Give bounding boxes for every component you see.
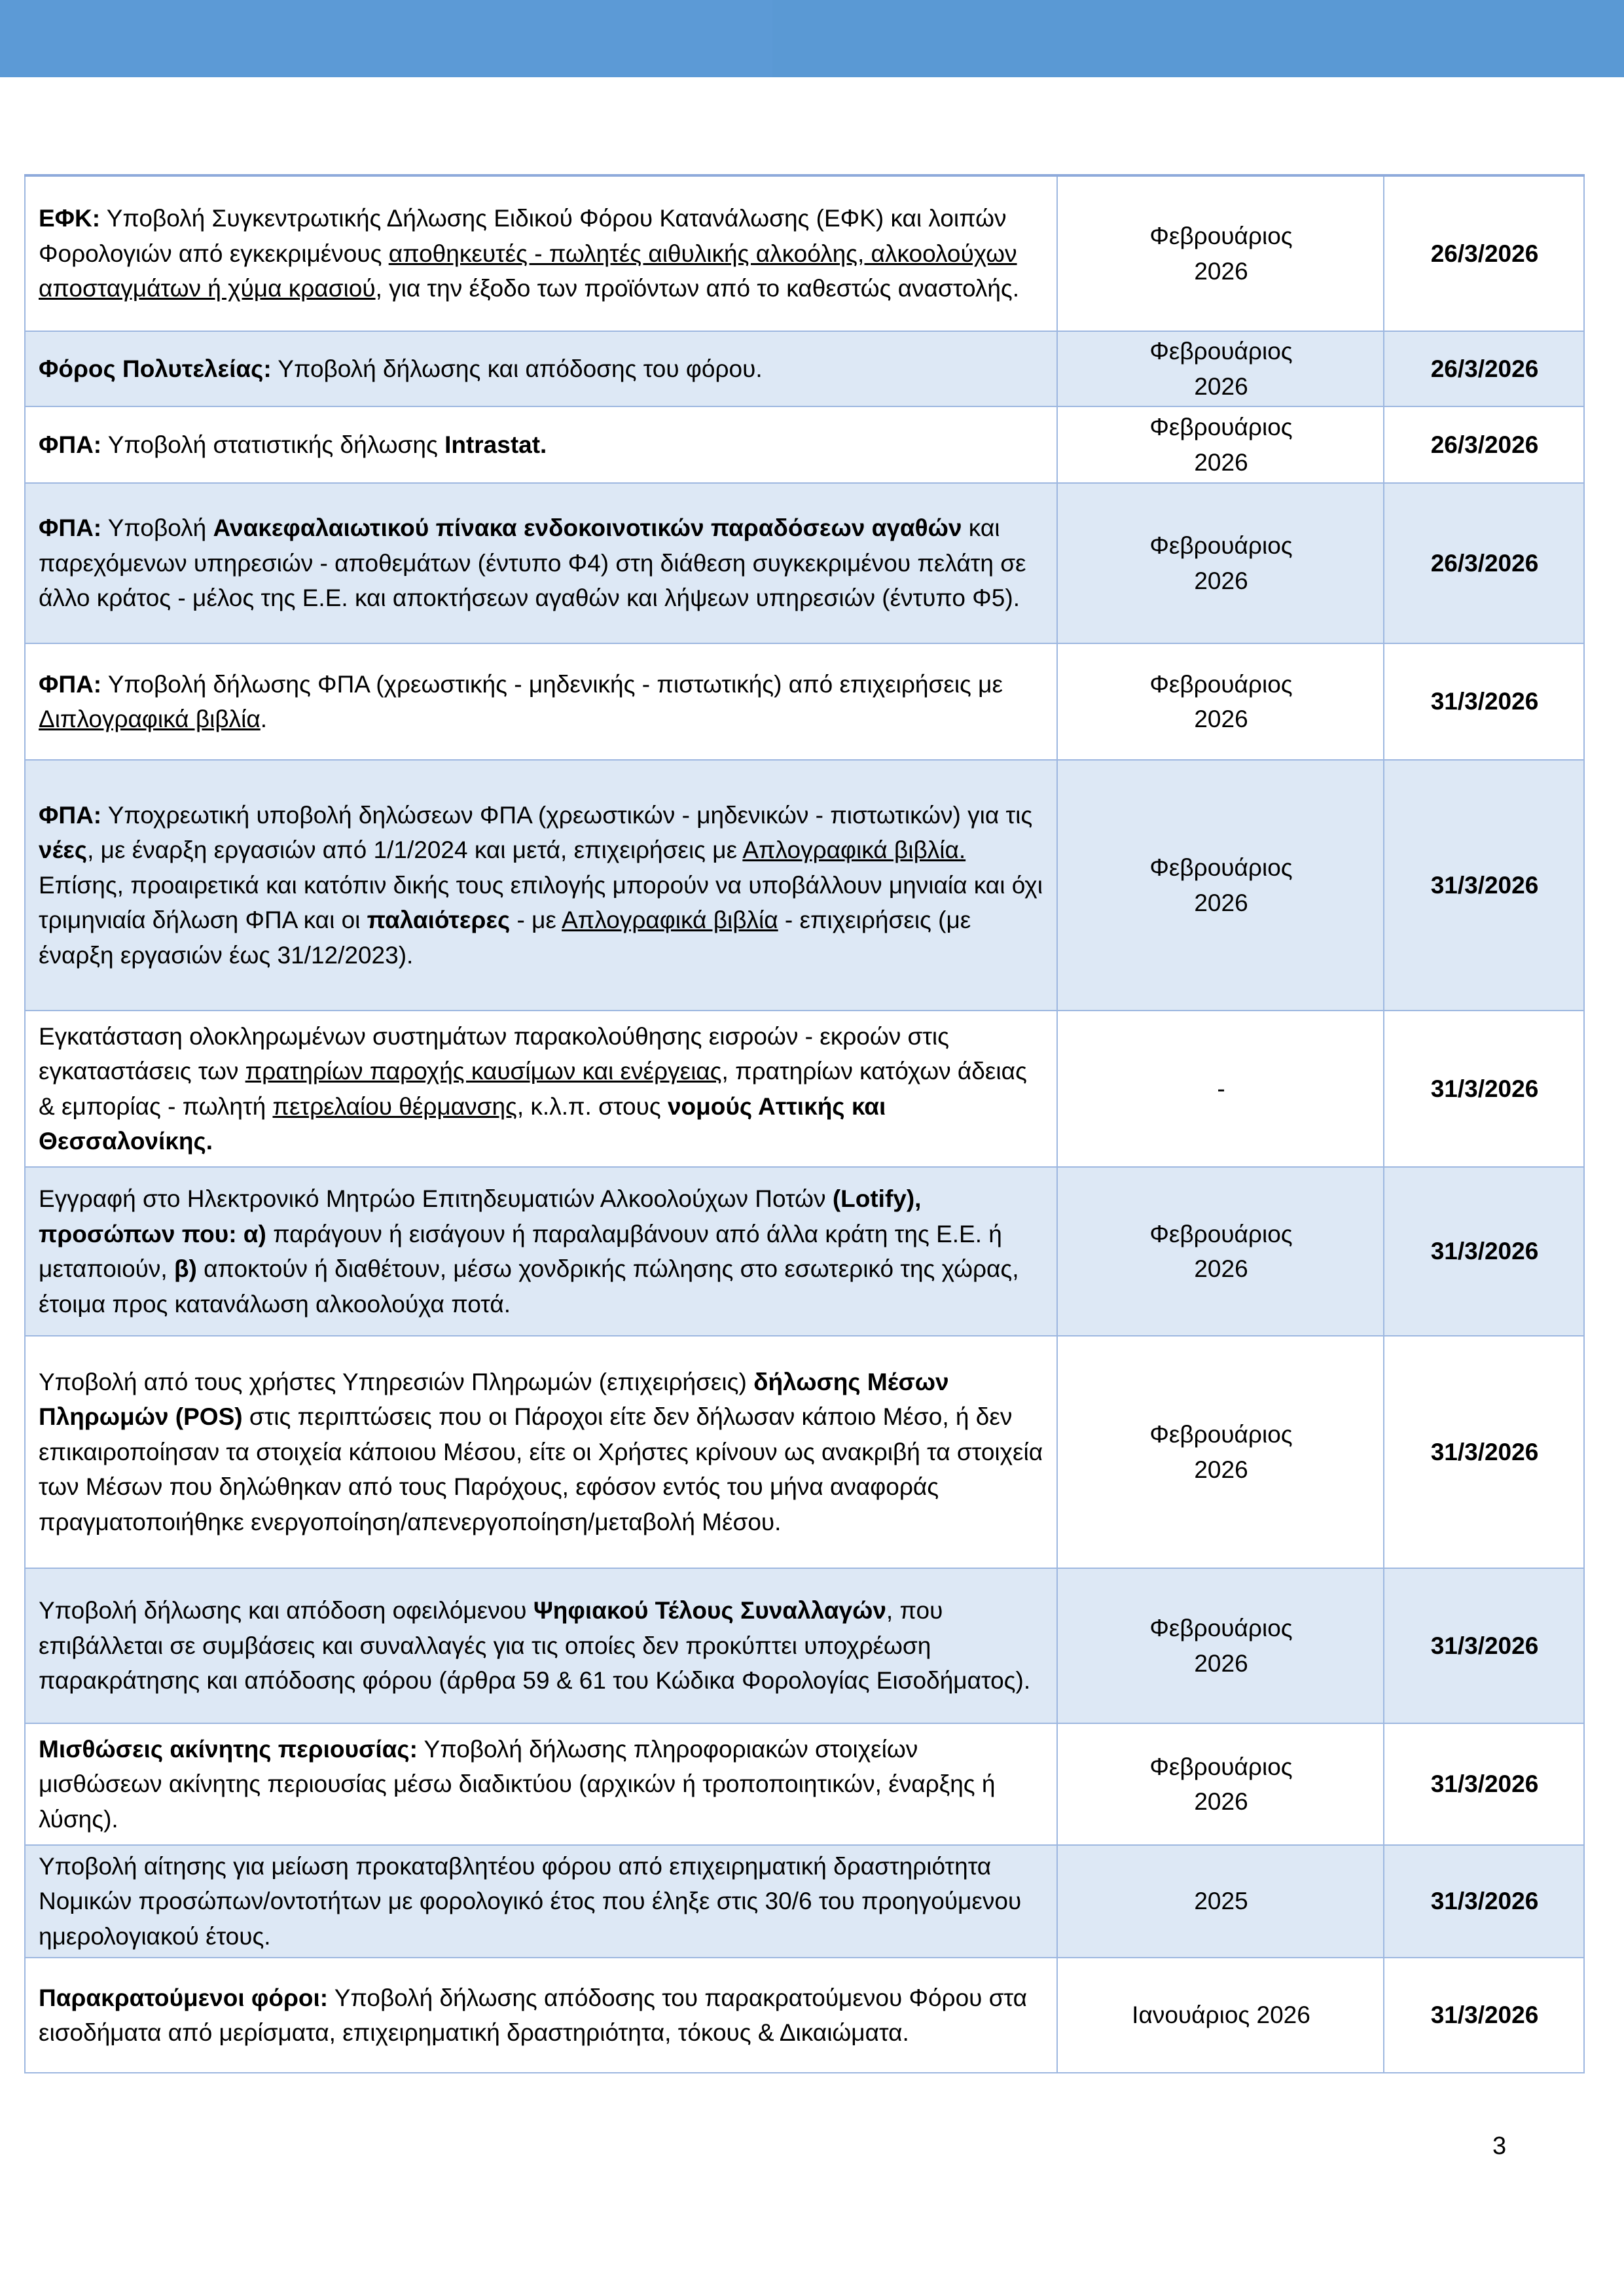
description-text: Υποβολή Συγκεντρωτικής Δήλωσης Ειδικού Φόρου Κατανάλωσης (ΕΦΚ) και λοιπών Φορολογιών από εγκεκριμένους xyxy=(39,205,1007,267)
tax-deadlines-table xyxy=(24,174,1585,2073)
table-row xyxy=(25,406,1584,483)
description-bold-text: νομούς Αττικής και Θεσσαλονίκης. xyxy=(39,1092,886,1155)
obligation-description xyxy=(25,1167,1057,1336)
description-link-text: αποθηκευτές - πωλητές αιθυλικής αλκοόλης, αλκοολούχων αποσταγμάτων ή χύμα κρασιού xyxy=(39,240,1017,302)
obligation-description xyxy=(25,1845,1057,1958)
table-row xyxy=(25,331,1584,406)
due-date: 26/3/2026 xyxy=(1384,331,1584,406)
obligation-description xyxy=(25,1958,1057,2073)
description-bold-text: (Lotify), προσώπων που: α) xyxy=(39,1185,922,1247)
table-row xyxy=(25,1167,1584,1336)
description-link-text: πετρελαίου θέρμανσης xyxy=(272,1092,517,1120)
description-text: Υποχρεωτική υποβολή δηλώσεων ΦΠΑ (χρεωστικών - μηδενικών - πιστωτικών) για τις xyxy=(101,801,1033,829)
obligation-description xyxy=(25,483,1057,643)
description-text: Εγκατάσταση ολοκληρωμένων συστημάτων παρακολούθησης εισροών - εκροών στις εγκαταστάσεις των xyxy=(39,1022,949,1085)
description-text: παράγουν ή εισάγουν ή παραλαμβάνουν από άλλα κράτη της Ε.Ε. ή μεταποιούν, xyxy=(39,1220,1002,1282)
description-text: αποκτούν ή διαθέτουν, μέσω χονδρικής πώλησης στο εσωτερικό της χώρας, έτοιμα προς κατανάλωση αλκοολούχα ποτά. xyxy=(39,1255,1019,1318)
description-bold-text: ΦΠΑ: xyxy=(39,670,102,698)
table-row xyxy=(25,1336,1584,1568)
description-text: . xyxy=(260,706,268,732)
reference-period: Φεβρουάριος 2026 xyxy=(1057,483,1384,643)
table-body xyxy=(25,175,1584,2073)
due-date: 26/3/2026 xyxy=(1384,406,1584,483)
reference-period: Φεβρουάριος 2026 xyxy=(1057,406,1384,483)
obligation-description xyxy=(25,406,1057,483)
description-text: , που επιβάλλεται σε συμβάσεις και συναλλαγές για τις οποίες δεν προκύπτει υποχρέωση παρακράτησης και απόδοσης φόρου (άρθρα 59 & 61 του Κώδικα Φορολογίας Εισοδήματος). xyxy=(39,1597,1031,1695)
reference-period: Φεβρουάριος 2026 xyxy=(1057,760,1384,1011)
description-bold-text: Μισθώσεις ακίνητης περιουσίας: xyxy=(39,1735,418,1763)
description-link-text: Διπλογραφικά βιβλία xyxy=(39,706,261,732)
description-text: Υποβολή xyxy=(101,514,213,542)
description-text: Επίσης, προαιρετικά και κατόπιν δικής τους επιλογής μπορούν να υποβάλλουν μηνιαία και όχι τριμηνιαία δήλωση ΦΠΑ και οι xyxy=(39,871,1043,934)
reference-period: Φεβρουάριος 2026 xyxy=(1057,1568,1384,1723)
table-row xyxy=(25,1011,1584,1167)
due-date: 31/3/2026 xyxy=(1384,1568,1584,1723)
description-text: Υποβολή από τους χρήστες Υπηρεσιών Πληρωμών (επιχειρήσεις) xyxy=(39,1368,754,1395)
description-text: , πρατηρίων κατόχων άδειας & εμπορίας - πωλητή xyxy=(39,1058,1027,1120)
due-date: 31/3/2026 xyxy=(1384,1336,1584,1568)
table-row xyxy=(25,1723,1584,1845)
page-number: 3 xyxy=(1492,2132,1507,2160)
description-text: Υποβολή δήλωσης και απόδοση οφειλόμενου xyxy=(39,1597,533,1624)
reference-period: Ιανουάριος 2026 xyxy=(1057,1958,1384,2073)
description-text: Υποβολή δήλωσης και απόδοσης του φόρου. xyxy=(271,355,763,382)
table-row xyxy=(25,483,1584,643)
description-bold-text: Ανακεφαλαιωτικού πίνακα ενδοκοινοτικών παραδόσεων αγαθών xyxy=(213,514,962,542)
description-bold-text: Intrastat. xyxy=(444,431,547,458)
description-bold-text: Παρακρατούμενοι φόροι: xyxy=(39,1984,329,2011)
description-text: , για την έξοδο των προϊόντων από το καθεστώς αναστολής. xyxy=(375,275,1020,302)
due-date: 31/3/2026 xyxy=(1384,1167,1584,1336)
table-row xyxy=(25,1958,1584,2073)
reference-period: - xyxy=(1057,1011,1384,1167)
description-text: Υποβολή δήλωσης απόδοσης του παρακρατούμενου Φόρου στα εισοδήματα από μερίσματα, επιχειρηματική δραστηριότητα, τόκους & Δικαιώματα. xyxy=(39,1984,1028,2046)
description-text: , κ.λ.π. στους xyxy=(516,1092,668,1120)
description-text: Υποβολή στατιστικής δήλωσης xyxy=(101,431,445,458)
due-date: 31/3/2026 xyxy=(1384,1958,1584,2073)
reference-period: Φεβρουάριος 2026 xyxy=(1057,331,1384,406)
obligation-description xyxy=(25,1568,1057,1723)
reference-period: Φεβρουάριος 2026 xyxy=(1057,1723,1384,1845)
description-text: Εγγραφή στο Ηλεκτρονικό Μητρώο Επιτηδευματιών Αλκοολούχων Ποτών xyxy=(39,1185,833,1212)
description-link-text: Απλογραφικά βιβλία xyxy=(562,906,778,934)
due-date: 31/3/2026 xyxy=(1384,1723,1584,1845)
description-bold-text: νέες xyxy=(39,836,88,864)
obligation-description xyxy=(25,1723,1057,1845)
obligation-description xyxy=(25,1336,1057,1568)
due-date: 31/3/2026 xyxy=(1384,643,1584,760)
description-bold-text: δήλωσης Μέσων Πληρωμών (POS) xyxy=(39,1368,949,1431)
description-text: και παρεχόμενων υπηρεσιών - αποθεμάτων (έντυπο Φ4) στη διάθεση συγκεκριμένου πελάτη σε άλλο κράτος - μέλος της Ε.Ε. και αποκτήσεων αγαθών και λήψεων υπηρεσιών (έντυπο Φ5). xyxy=(39,514,1026,612)
description-bold-text: ΦΠΑ: xyxy=(39,431,102,458)
description-bold-text: ΦΠΑ: xyxy=(39,514,102,542)
obligation-description xyxy=(25,643,1057,760)
description-bold-text: ΕΦΚ: xyxy=(39,205,101,232)
description-link-text: πρατηρίων παροχής καυσίμων και ενέργειας xyxy=(245,1058,722,1085)
due-date: 26/3/2026 xyxy=(1384,175,1584,331)
header-band-right xyxy=(772,0,1624,77)
obligation-description xyxy=(25,1011,1057,1167)
due-date: 31/3/2026 xyxy=(1384,760,1584,1011)
description-bold-text: β) xyxy=(173,1255,197,1282)
description-text: , με έναρξη εργασιών από 1/1/2024 και μετά, επιχειρήσεις με xyxy=(87,836,743,864)
description-text: Υποβολή δήλωσης ΦΠΑ (χρεωστικής - μηδενικής - πιστωτικής) από επιχειρήσεις με xyxy=(101,670,1003,698)
obligation-description xyxy=(25,760,1057,1011)
description-bold-text: παλαιότερες xyxy=(367,906,511,934)
description-text: Υποβολή αίτησης για μείωση προκαταβλητέου φόρου από επιχειρηματική δραστηριότητα Νομικών προσώπων/οντοτήτων με φορολογικό έτος που έληξε στις 30/6 του προηγούμενου ημερολογιακού έτους. xyxy=(39,1852,1022,1950)
header-band xyxy=(0,0,1624,77)
table-row xyxy=(25,760,1584,1011)
description-bold-text: ΦΠΑ: xyxy=(39,801,102,829)
description-bold-text: Φόρος Πολυτελείας: xyxy=(39,355,272,382)
table-row xyxy=(25,643,1584,760)
description-text: - με xyxy=(510,906,562,934)
due-date: 31/3/2026 xyxy=(1384,1011,1584,1167)
description-link-text: Απλογραφικά βιβλία. xyxy=(742,836,966,864)
reference-period: 2025 xyxy=(1057,1845,1384,1958)
description-text: Υποβολή δήλωσης πληροφοριακών στοιχείων μισθώσεων ακίνητης περιουσίας μέσω διαδικτύου (αρχικών ή τροποποιητικών, έναρξης ή λύσης). xyxy=(39,1735,996,1833)
table-row xyxy=(25,175,1584,331)
table-row xyxy=(25,1845,1584,1958)
due-date: 26/3/2026 xyxy=(1384,483,1584,643)
table-row xyxy=(25,1568,1584,1723)
obligation-description xyxy=(25,175,1057,331)
reference-period: Φεβρουάριος 2026 xyxy=(1057,175,1384,331)
obligation-description xyxy=(25,331,1057,406)
due-date: 31/3/2026 xyxy=(1384,1845,1584,1958)
description-text: στις περιπτώσεις που οι Πάροχοι είτε δεν δήλωσαν κάποιο Μέσο, ή δεν επικαιροποίησαν τα στοιχεία κάποιου Μέσου, είτε οι Χρήστες κρίνουν ως ανακριβή τα στοιχεία των Μέσων που δηλώθηκαν από τους Παρόχους, εφόσον εντός του μήνα αναφοράς πραγματοποιήθηκε ενεργοποίηση/απενεργοποίηση/μεταβολή Μέσου. xyxy=(39,1403,1043,1535)
description-text: - επιχειρήσεις (με έναρξη εργασιών έως 31/12/2023). xyxy=(39,906,971,969)
header-band-left xyxy=(0,0,772,77)
description-bold-text: Ψηφιακού Τέλους Συναλλαγών xyxy=(533,1597,886,1624)
reference-period: Φεβρουάριος 2026 xyxy=(1057,1336,1384,1568)
reference-period: Φεβρουάριος 2026 xyxy=(1057,643,1384,760)
reference-period: Φεβρουάριος 2026 xyxy=(1057,1167,1384,1336)
